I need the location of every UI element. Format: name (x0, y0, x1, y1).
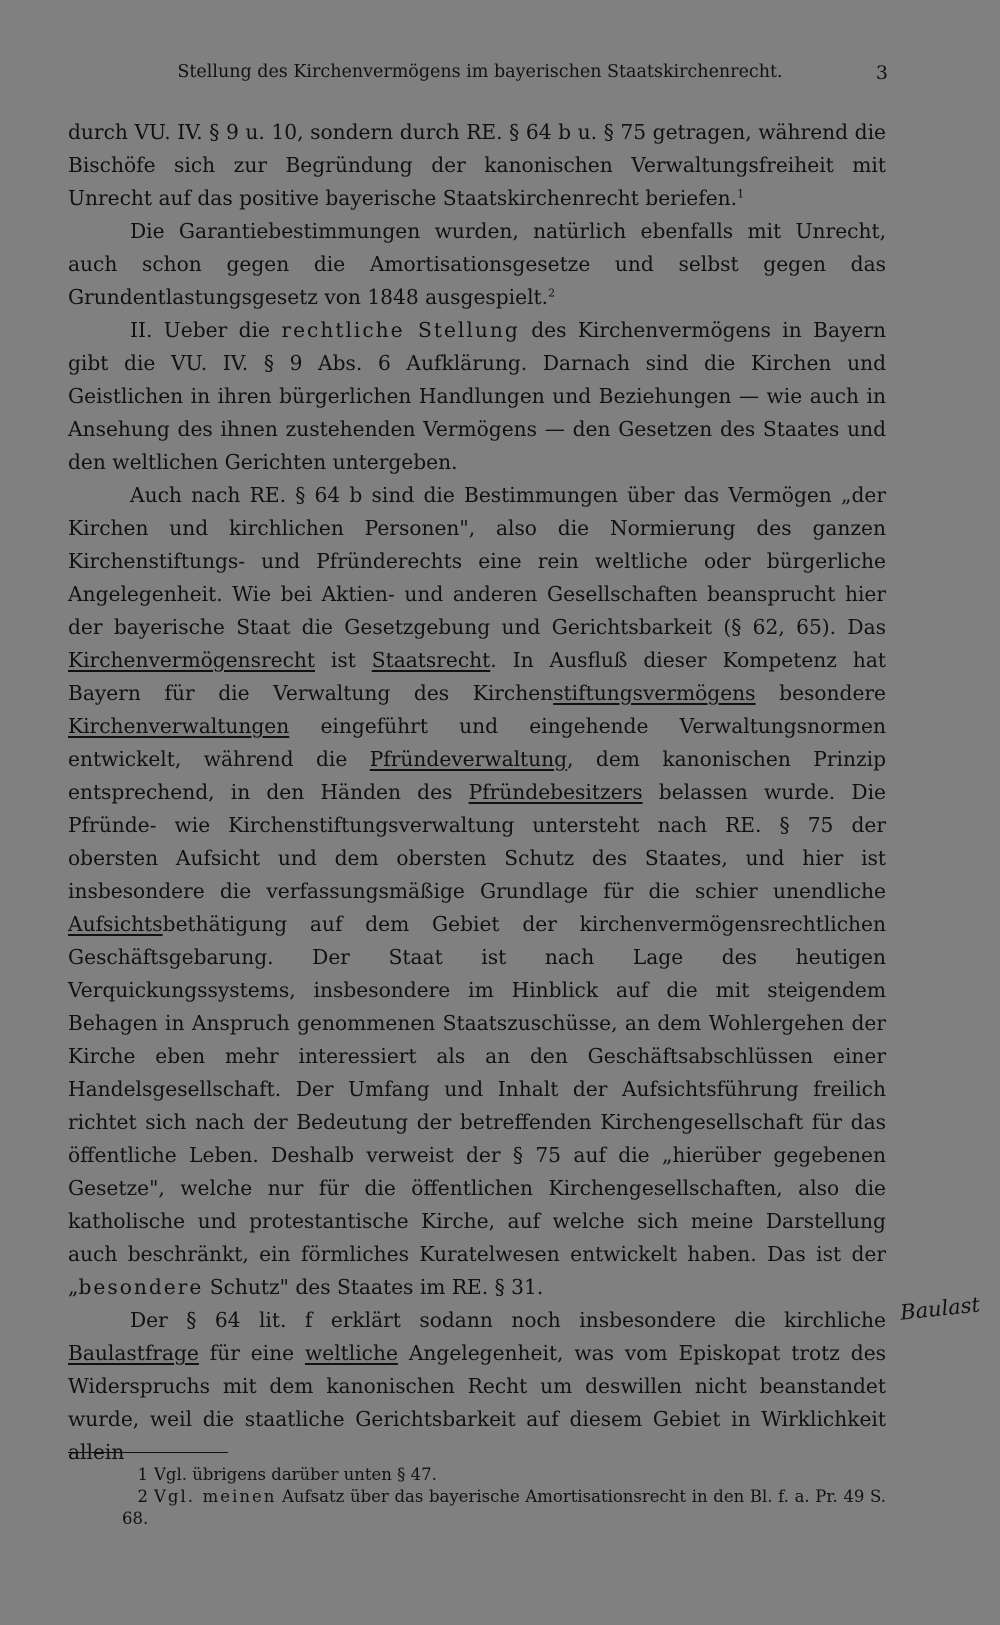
handwritten-margin-note: Baulast (898, 1292, 982, 1325)
paragraph-5 (68, 1304, 886, 1469)
p4-text-9: Schutz" des Staates im RE. § 31. (209, 1275, 544, 1299)
paragraph-3 (68, 314, 886, 479)
p4-text-1: Auch nach RE. § 64 b sind die Bestimmungen über das Vermögen „der Kirchen und kirchlichen Personen", also die Normierung des ganzen Kirchenstiftungs- und Pfründerechts eine rein weltliche oder bürgerliche Angelegenheit. Wie bei Aktien- und anderen Gesellschaften beansprucht hier der bayerische Staat die Gesetzgebung und Gerichtsbarkeit (§ 62, 65). Das (68, 483, 886, 639)
p4-text-2: ist (330, 648, 356, 672)
footnote-text: Vgl. übrigens darüber unten § 47. (154, 1465, 437, 1484)
footnote-number: 1 (137, 1465, 148, 1484)
underlined-pfruendebesitzers: Pfründebesitzers (468, 780, 643, 804)
underlined-aufsichts: Aufsichts (68, 912, 163, 936)
underlined-kirchenverwaltungen: Kirchenverwaltungen (68, 714, 290, 738)
p4-text-8: bethätigung auf dem Gebiet der kirchenvermögensrechtlichen Geschäftsgebarung. Der Staat ist nach Lage des heutigen Verquickungssystems, insbesondere im Hinblick auf die mit steigendem Behagen in Anspruch genommenen Staatszuschüsse, an dem Wohlergehen der Kirche eben mehr interessiert als an den Geschäftsabschlüssen einer Handelsgesellschaft. Der Umfang und Inhalt der Aufsichtsführung freilich richtet sich nach der Bedeutung der betreffenden Kirchengesellschaft für das öffentliche Leben. Deshalb verweist der § 75 auf die „hierüber gegebenen Gesetze", welche nur für die öffentlichen Kirchengesellschaften, also die katholische und protestantische Kirche, auf welche sich meine Darstellung auch beschränkt, ein förmliches Kuratelwesen entwickelt haben. Das ist der „ (68, 912, 886, 1299)
underlined-kirchenvermoegensrecht: Kirchenvermögensrecht (68, 648, 315, 672)
paragraph-3-text: des Kirchenvermögens in Bayern gibt die VU. IV. § 9 Abs. 6 Aufklärung. Darnach sind die Kirchen und Geistlichen in ihren bürgerlichen Handlungen und Beziehungen — wie auch in Ansehung des ihnen zustehenden Vermögens — den Gesetzen des Staates und den weltlichen Gerichten untergeben. (68, 318, 886, 474)
underlined-baulastfrage: Baulastfrage (68, 1341, 199, 1365)
p4-text-6: , dem kanonischen Prinzip entsprechend, in den Händen des (68, 747, 886, 804)
p4-text-3: . In Ausfluß dieser Kompetenz hat Bayern für die Verwaltung des Kirchen (68, 648, 886, 705)
footnote-1 (68, 1464, 886, 1486)
spaced-besondere: besondere (78, 1275, 204, 1299)
paragraph-4 (68, 479, 886, 1304)
footnote-number: 2 (137, 1487, 148, 1506)
p4-text-7: belassen wurde. Die Pfründe- wie Kirchenstiftungsverwaltung untersteht nach RE. § 75 der obersten Aufsicht und dem obersten Schutz des Staates, und hier ist insbesondere die verfassungsmäßige Grundlage für die schier unendliche (68, 780, 887, 903)
p5-text-2: für eine (209, 1341, 295, 1365)
paragraph-2-text: Die Garantiebestimmungen wurden, natürlich ebenfalls mit Unrecht, auch schon gegen die Amortisationsgesetze und selbst gegen das Grundentlastungsgesetz von 1848 ausgespielt. (68, 219, 886, 309)
p5-text-3: Angelegenheit, was vom Episkopat trotz des Widerspruchs mit dem kanonischen Recht um deswillen nicht beanstandet wurde, weil die staatliche Gerichtsbarkeit auf diesem Gebiet in Wirklichkeit allein (68, 1341, 887, 1464)
spaced-emphasis: rechtliche Stellung (281, 318, 520, 342)
p4-text-5: eingeführt und eingehende Verwaltungsnormen entwickelt, während die (68, 714, 886, 771)
running-header: Stellung des Kirchenvermögens im bayerischen Staatskirchenrecht. (177, 62, 783, 82)
footnote-2 (68, 1486, 886, 1530)
paragraph-1 (68, 116, 886, 215)
footnote-ref-1[interactable]: 1 (737, 187, 745, 201)
footnote-ref-2[interactable]: 2 (548, 286, 556, 300)
underlined-stiftungsvermoegens: stiftungsvermögens (553, 681, 756, 705)
underlined-pfruendeverwaltung: Pfründeverwaltung (369, 747, 568, 771)
footnote-text: Aufsatz über das bayerische Amortisationsrecht in den Bl. f. a. Pr. 49 S. 68. (122, 1487, 886, 1528)
footnote-divider (68, 1452, 228, 1453)
underlined-weltliche: weltliche (304, 1341, 398, 1365)
body-text (68, 116, 886, 1469)
p5-text-1: Der § 64 lit. f erklärt sodann noch insbesondere die kirchliche (130, 1308, 886, 1332)
spaced-emphasis: Vgl. meinen (154, 1487, 277, 1506)
paragraph-2 (68, 215, 886, 314)
footnotes (68, 1464, 886, 1530)
underlined-staatsrecht: Staatsrecht (371, 648, 491, 672)
page-number: 3 (875, 62, 888, 84)
p4-text-4: besondere (779, 681, 887, 705)
paragraph-1-text: durch VU. IV. § 9 u. 10, sondern durch RE. § 64 b u. § 75 getragen, während die Bischöfe sich zur Begründung der kanonischen Verwaltungsfreiheit mit Unrecht auf das positive bayerische Staatskirchenrecht beriefen. (68, 120, 886, 210)
section-number-text: II. Ueber die (130, 318, 271, 342)
